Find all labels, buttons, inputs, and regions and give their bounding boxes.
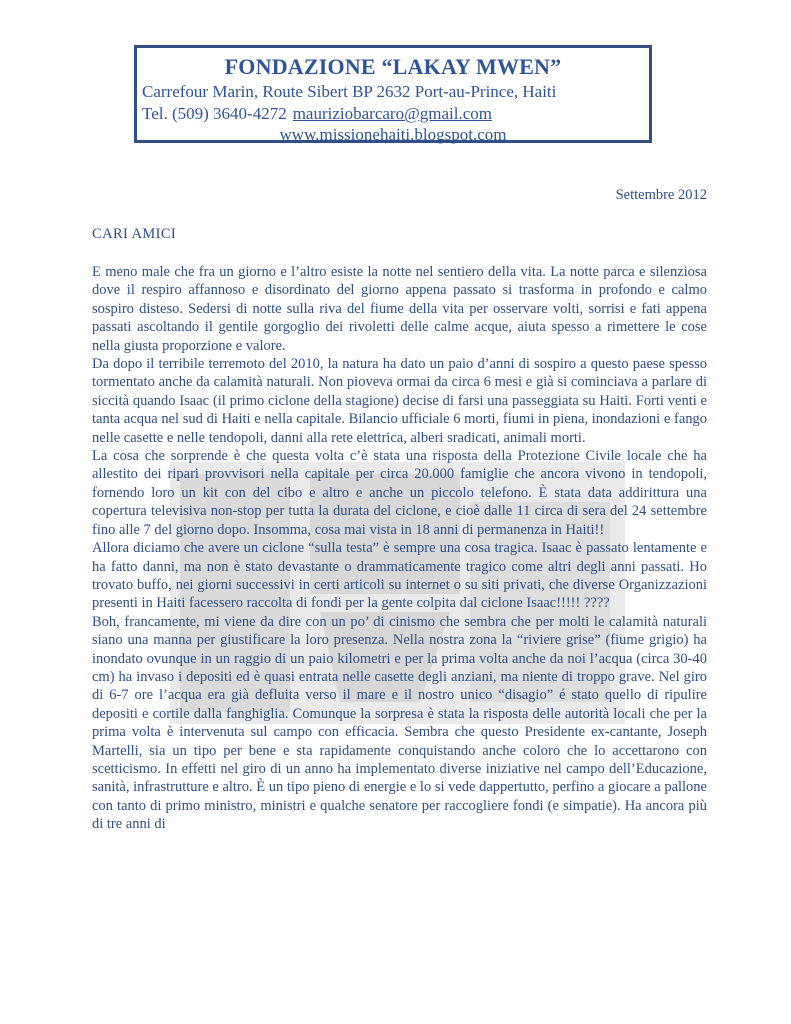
letterhead-box	[134, 45, 652, 143]
website-link[interactable]: www.missionehaiti.blogspot.com	[279, 125, 507, 144]
organization-address: Carrefour Marin, Route Sibert BP 2632 Port-au-Prince, Haiti	[142, 82, 557, 101]
letter-date: Settembre 2012	[615, 187, 707, 203]
paragraph-3: La cosa che sorprende è che questa volta c’è stata una risposta della Protezione Civile locale che ha allestito dei ripari provvisori nella capitale per circa 20.000 famiglie che ancora vivono in tendopoli, fornendo loro un kit con del cibo e altro e anche un piccolo telefono. È stata data addirittura una copertura televisiva non-stop per tutta la durata del ciclone, e cioè dalle 11 circa di sera del 24 settembre fino alle 7 del giorno dopo. Insomma, cosa mai vista in 18 anni di permanenza in Haiti!!	[92, 448, 707, 538]
paragraph-4: Allora diciamo che avere un ciclone “sulla testa” è sempre una cosa tragica. Isaac è passato lentamente e ha fatto danni, ma non è stato devastante o drammaticamente tragico come altri degli anni passati. Ho trovato buffo, nei giorni successivi in certi articoli su internet o su siti privati, che diverse Organizzazioni presenti in Haiti facessero raccolta di fondi per la gente colpita dal ciclone Isaac!!!!! ????	[92, 540, 707, 612]
paragraph-1: E meno male che fra un giorno e l’altro esiste la notte nel sentiero della vita. La notte parca e silenziosa dove il respiro affannoso e disordinato del giorno appena passato si trasforma in profondo e calmo sospiro disteso. Sedersi di notte sulla riva del fiume della vita per osservare volti, sorrisi e fati appena passati ascoltando il gentile gorgoglio dei rivoletti delle calme acque, aiuta spesso a rimettere le cose nella giusta proporzione e valore.	[92, 264, 707, 354]
letter-body	[92, 263, 707, 834]
contact-line	[142, 104, 492, 124]
letter-greeting: CARI AMICI	[92, 226, 177, 242]
paragraph-5: Boh, francamente, mi viene da dire con un po’ di cinismo che sembra che per molti le calamità naturali siano una manna per giustificare la loro presenza. Nella nostra zona la “riviere grise” (fiume grigio) ha inondato ovunque in un raggio di un paio kilometri e per la prima volta anche da noi l’acqua (circa 30-40 cm) ha invaso i depositi ed è quasi entrata nelle casette degli anziani, ma niente di troppo grave. Nel giro di 6-7 ore l’acqua era già defluita verso il mare e il nostro unico “disagio” é stato quello di ripulire depositi e cortile dalla fanghiglia. Comunque la sorpresa è stata la risposta delle autorità locali che per la prima volta è intervenuta sul campo con efficacia. Sembra che questo Presidente ex-cantante, Joseph Martelli, sia un tipo per bene e sta rapidamente conquistando anche coloro che lo accettarono con scetticismo. In effetti nel giro di un anno ha implementato diverse iniziative nel campo dell’Educazione, sanità, infrastrutture e altro. È un tipo pieno di energie e lo si vede dappertutto, perfino a giocare a pallone con tanto di primo ministro, ministri e qualche senatore per raccogliere fondi (e simpatie). Ha ancora più di tre anni di	[92, 613, 707, 833]
email-link[interactable]: mauriziobarcaro@gmail.com	[292, 104, 492, 123]
paragraph-2: Da dopo il terribile terremoto del 2010, la natura ha dato un paio d’anni di sospiro a questo paese spesso tormentato anche da calamità naturali. Non pioveva ormai da circa 6 mesi e già si cominciava a parlare di siccità quando Isaac (il primo ciclone della stagione) decise di farsi una passeggiata su Haiti. Forti venti e tanta acqua nel sud di Haiti e nella capitale. Bilancio ufficiale 6 morti, fiumi in piena, inondazioni e fango nelle casette e nelle tendopoli, danni alla rete elettrica, alberi sradicati, animali morti.	[92, 356, 707, 446]
organization-name: FONDAZIONE “LAKAY MWEN”	[224, 54, 562, 79]
phone-number: Tel. (509) 3640-4272	[142, 104, 287, 123]
